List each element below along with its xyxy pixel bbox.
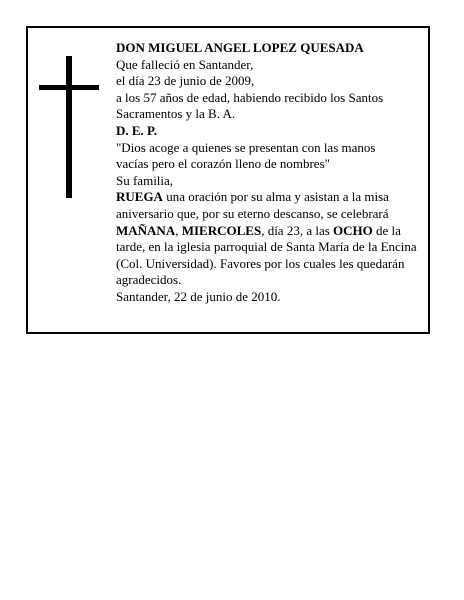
ocho-word: OCHO: [333, 222, 373, 238]
family-line: Su familia,: [116, 172, 174, 188]
death-date: el día 23 de junio de 2009,: [116, 73, 255, 89]
day-text: , día 23, a las: [261, 222, 334, 238]
miercoles-word: MIERCOLES: [181, 222, 262, 238]
cross-vertical-bar: [66, 56, 72, 198]
mass-request-paragraph: [116, 189, 422, 289]
closing-text: de la tarde, en la iglesia parroquial de Santa María de la Encina (Col. Universidad). Favores por los cuales les quedarán agradecidos.: [116, 222, 417, 288]
dep-abbreviation: D. E. P.: [116, 122, 158, 138]
notice-text: [116, 40, 422, 306]
quote-line-2: vacías pero el corazón lleno de nombres": [116, 156, 330, 172]
cross-horizontal-bar: [39, 85, 99, 90]
age-line: a los 57 años de edad, habiendo recibido los Santos: [116, 89, 384, 105]
obituary-notice: [26, 26, 430, 334]
sacraments-line: Sacramentos y la B. A.: [116, 106, 236, 122]
request-text: una oración por su alma y asistan a la misa aniversario que, por su eterno descanso, se celebrará: [116, 189, 389, 221]
deceased-name: DON MIGUEL ANGEL LOPEZ QUESADA: [116, 40, 364, 55]
manana-word: MAÑANA: [116, 222, 176, 238]
quote-line-1: "Dios acoge a quienes se presentan con las manos: [116, 139, 376, 155]
death-place: Que falleció en Santander,: [116, 56, 254, 72]
comma-separator: ,: [175, 222, 182, 238]
ruega-word: RUEGA: [116, 189, 163, 205]
signoff-line: Santander, 22 de junio de 2010.: [116, 288, 281, 304]
